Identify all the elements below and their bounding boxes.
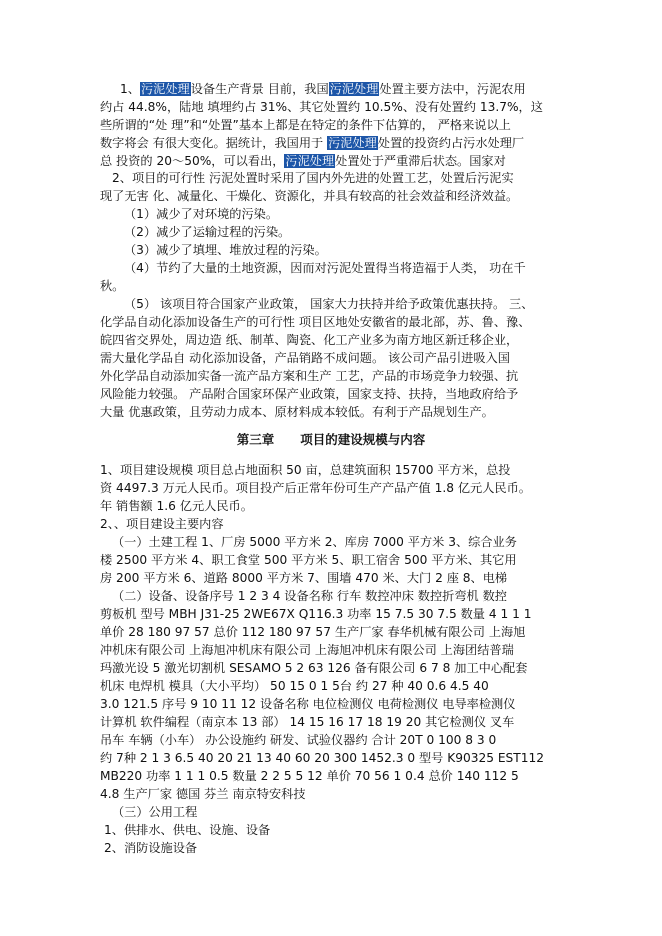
chapter-title — [0, 430, 662, 448]
text: 数字将会 有很大变化。据统计，我国用于 — [100, 136, 328, 150]
equipment-line-8: 计算机 软件编程（南京本 13 部） 14 15 16 17 18 19 20 其它检测仪 叉车 — [100, 715, 515, 729]
equipment-line-1: （二）设备、设备序号 1 2 3 4 设备名称 行车 数控冲床 数控折弯机 数控 — [112, 589, 507, 603]
para-scale-line-3: 年 销售额 1.6 亿元人民币。 — [100, 499, 253, 513]
para-background-line-2: 约占 44.8%，陆地 填埋约占 31%、其它处置约 10.5%、没有处置约 13.7%，这 — [100, 100, 543, 114]
para-chemical-line-7: 大量 优惠政策，且劳动力成本、原材料成本较低。有利于产品规划生产。 — [100, 405, 494, 419]
para-chemical-line-1: （5） 该项目符合国家产业政策， 国家大力扶持并给予政策优惠扶持。 三、 — [124, 297, 534, 311]
equipment-line-3: 单价 28 180 97 57 总价 112 180 97 57 生产厂家 春华机械有限公司 上海旭 — [100, 625, 526, 639]
list-item: （3）减少了填埋、堆放过程的污染。 — [124, 243, 327, 257]
chapter-number: 第三章 — [236, 432, 275, 447]
para-chemical-line-3: 皖四省交界处，周边造 纸、制革、陶瓷、化工产业多为南方地区新迁移企业， — [100, 333, 519, 347]
chapter-heading-text: 项目的建设规模与内容 — [300, 432, 426, 447]
equipment-line-5: 玛激光设 5 激光切割机 SESAMO 5 2 63 126 备有限公司 6 7 8 加工中心配套 — [100, 661, 528, 675]
para-scale-line-2: 资 4497.3 万元人民币。项目投产后正常年份可生产产品产值 1.8 亿元人民币。 — [100, 481, 531, 495]
equipment-line-7: 3.0 121.5 序号 9 10 11 12 设备名称 电位检测仪 电荷检测仪 电导率检测仪 — [100, 697, 516, 711]
list-item: （1）减少了对环境的污染。 — [124, 207, 279, 221]
search-highlight: 污泥处理 — [285, 154, 335, 168]
para-background-line-4 — [100, 135, 524, 152]
para-construction-heading: 2、、项目建设主要内容 — [100, 517, 224, 531]
utility-heading: （三）公用工程 — [112, 805, 198, 819]
text: 1、 — [120, 82, 140, 96]
text: 处置处于严重滞后状态。国家对 — [335, 154, 506, 168]
equipment-line-6: 机床 电焊机 模具（大小平均） 50 15 0 1 5台 约 27 种 40 0.6 4.5 40 — [100, 679, 489, 693]
para-background-line-3: 些所谓的“处 理”和“处置”基本上都是在特定的条件下估算的， 严格来说以上 — [100, 118, 511, 132]
para-feasibility-line-2: 现了无害 化、减量化、干燥化、资源化，并具有较高的社会效益和经济效益。 — [100, 189, 519, 203]
search-highlight: 污泥处理 — [140, 82, 190, 96]
para-background-line-5 — [100, 153, 506, 170]
utility-item: 2、消防设施设备 — [104, 841, 198, 855]
para-chemical-line-4: 需大量化学品自 动化添加设备，产品销路不成问题。 该公司产品引进吸入国 — [100, 351, 510, 365]
para-feasibility-line-1: 2、项目的可行性 污泥处置时采用了国内外先进的处置工艺，处置后污泥实 — [112, 171, 514, 185]
para-chemical-line-2: 化学品自动化添加设备生产的可行性 项目区地处安徽省的最北部，苏、鲁、豫、 — [100, 315, 531, 329]
civil-works-line-2: 楼 2500 平方米 4、职工食堂 500 平方米 5、职工宿舍 500 平方米、其它用 — [100, 553, 517, 567]
equipment-line-11: MB220 功率 1 1 1 0.5 数量 2 2 5 5 12 单价 70 56 1 0.4 总价 140 112 5 — [100, 769, 519, 783]
list-item-continuation: 秋。 — [100, 279, 125, 293]
equipment-line-10: 约 7种 2 1 3 6.5 40 20 21 13 40 60 20 300 1452.3 0 型号 K90325 EST112 — [100, 751, 545, 765]
para-chemical-line-5: 外化学品自动添加实备一流产品方案和生产 工艺，产品的市场竞争力较强、抗 — [100, 369, 519, 383]
para-scale-line-1: 1、项目建设规模 项目总占地面积 50 亩，总建筑面积 15700 平方米，总投 — [100, 463, 511, 477]
equipment-line-9: 吊车 车辆（小车） 办公设施约 研发、试验仪器约 合计 20T 0 100 8 3 0 — [100, 733, 497, 747]
utility-item: 1、供排水、供电、设施、设备 — [104, 823, 271, 837]
equipment-line-4: 冲机床有限公司 上海旭冲机床有限公司 上海旭冲机床有限公司 上海团结普瑞 — [100, 643, 514, 657]
search-highlight: 污泥处理 — [328, 136, 377, 150]
list-item: （2）减少了运输过程的污染。 — [124, 225, 291, 239]
text: 总 投资的 20～50%，可以看出， — [100, 154, 285, 168]
text: 设备生产背景 目前，我国 — [190, 82, 329, 96]
civil-works-line-3: 房 200 平方米 6、道路 8000 平方米 7、围墙 470 米、大门 2 座 8、电梯 — [100, 571, 508, 585]
equipment-line-2: 剪板机 型号 MBH J31-25 2WE67X Q116.3 功率 15 7.5 30 7.5 数量 4 1 1 1 — [100, 607, 532, 621]
text: 处置的投资约占污水处理厂 — [377, 136, 525, 150]
equipment-line-12: 4.8 生产厂家 德国 芬兰 南京特安科技 — [100, 787, 306, 801]
civil-works-line-1: （一）土建工程 1、厂房 5000 平方米 2、库房 7000 平方米 3、综合业务 — [112, 535, 517, 549]
para-chemical-line-6: 风险能力较强。 产品附合国家环保产业政策，国家支持、扶持，当地政府给予 — [100, 387, 519, 401]
text: 处置主要方法中，污泥农用 — [379, 82, 526, 96]
search-highlight: 污泥处理 — [329, 82, 379, 96]
list-item: （4）节约了大量的土地资源，因而对污泥处置得当将造福于人类， 功在千 — [124, 261, 526, 275]
para-background-line-1 — [120, 81, 526, 98]
